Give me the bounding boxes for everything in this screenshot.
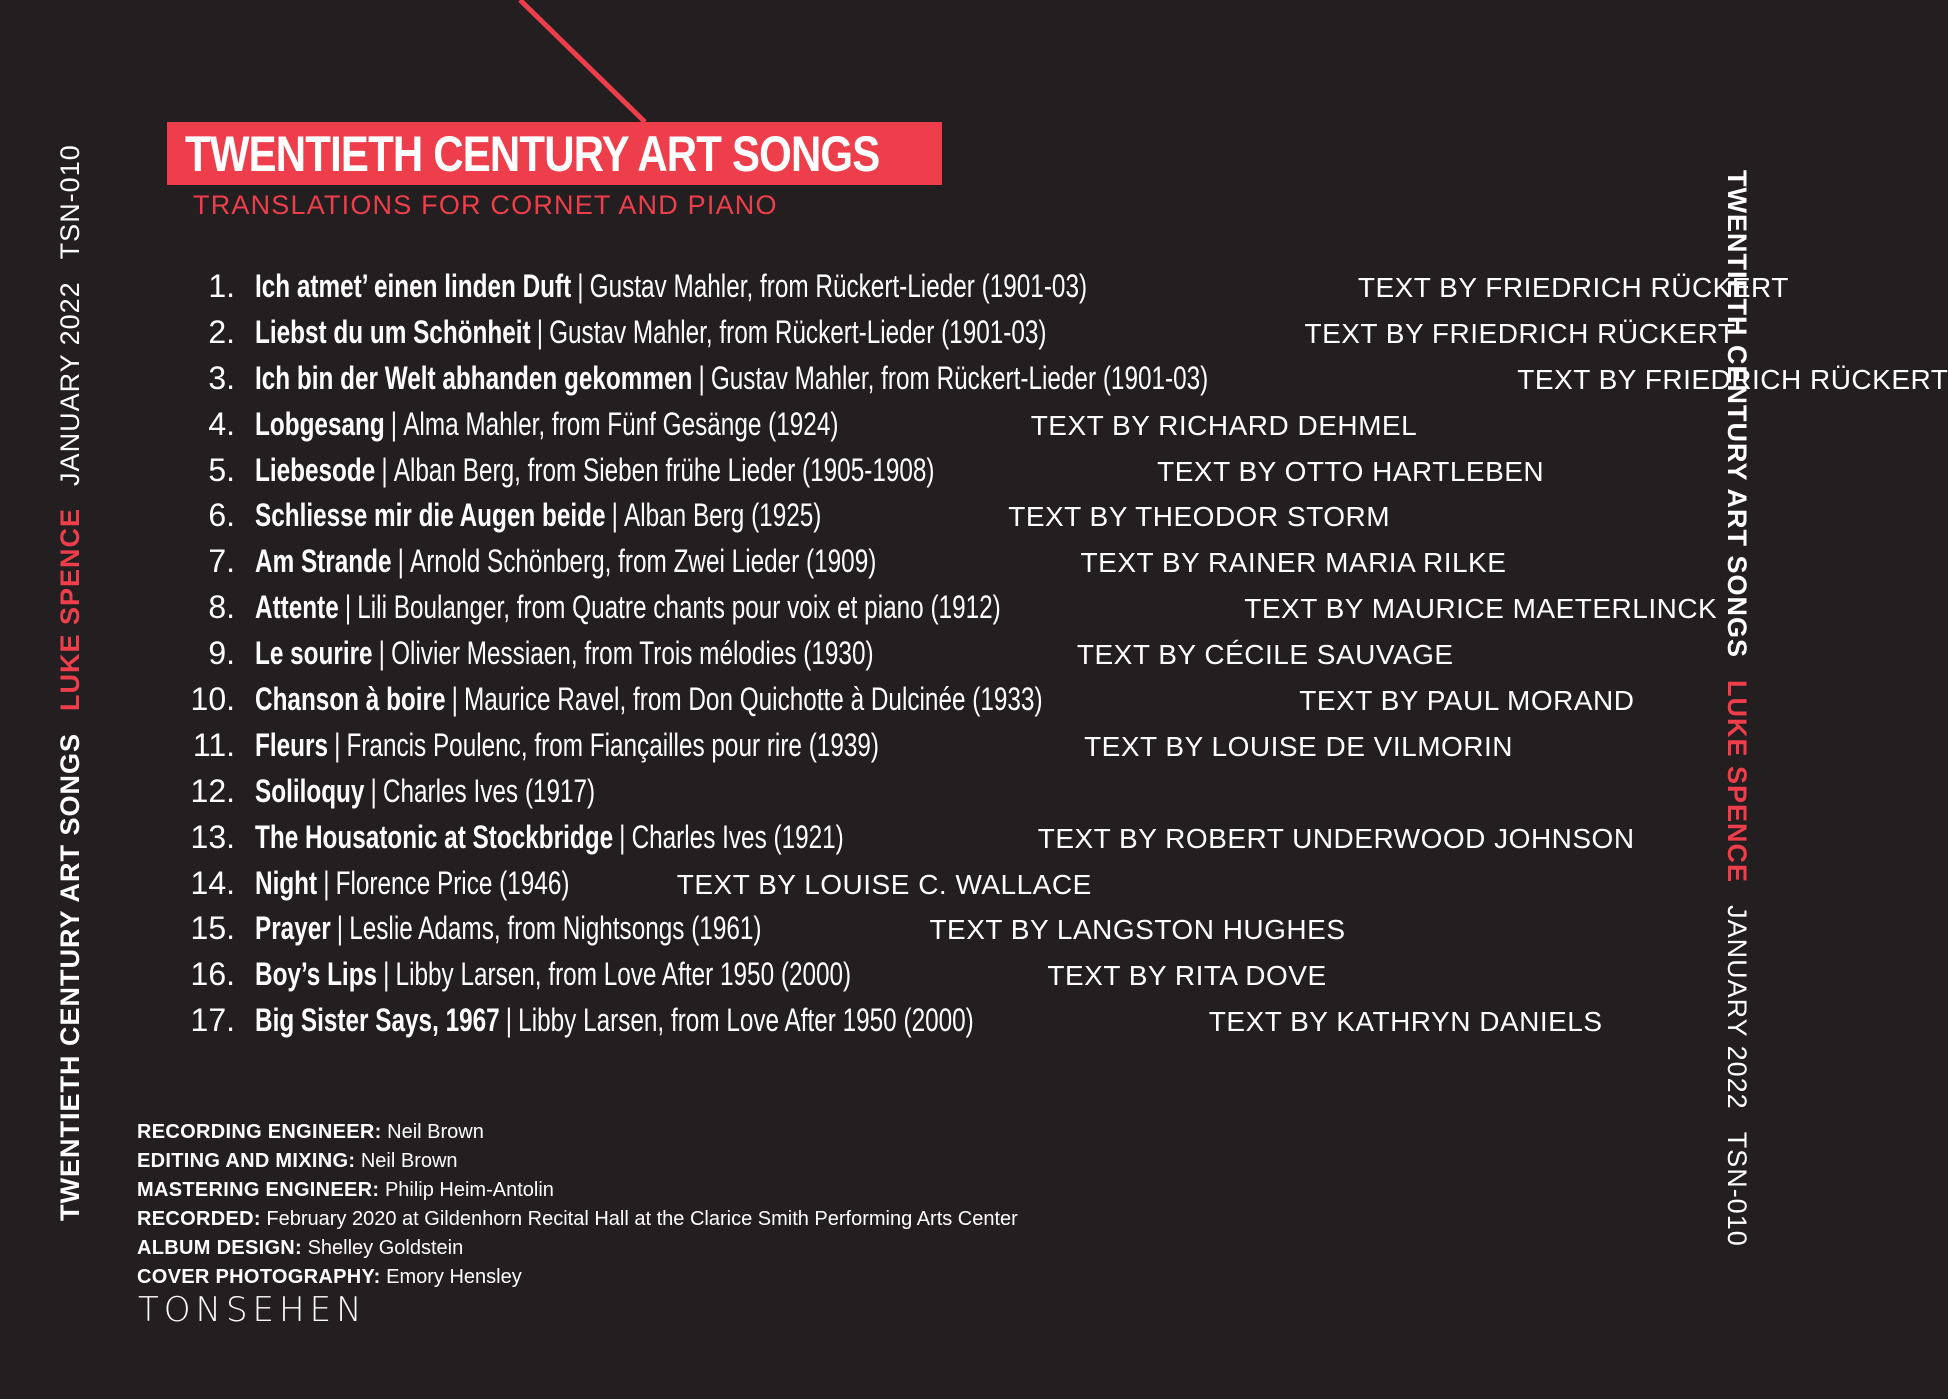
text-credit: TEXT BY FRIEDRICH RÜCKERT: [1304, 317, 1736, 349]
track-number: 12.: [190, 772, 235, 809]
spine-artist: LUKE SPENCE: [1722, 680, 1752, 884]
composer-info: Gustav Mahler, from Rückert-Lieder (1901-03): [549, 313, 1047, 350]
track-row: [190, 773, 1640, 819]
track-number: 11.: [192, 726, 235, 763]
track-number: 5.: [208, 451, 235, 488]
track-row: [190, 910, 1640, 956]
text-credit: TEXT BY THEODOR STORM: [1008, 501, 1391, 533]
composer-info: Charles Ives (1917): [382, 772, 596, 809]
track-details: [255, 681, 1043, 718]
separator: |: [397, 543, 404, 580]
composer-info: Arnold Schönberg, from Zwei Lieder (1909): [409, 543, 877, 580]
credit-line: [137, 1176, 1018, 1205]
song-title: Ich bin der Welt abhanden gekommen: [255, 359, 693, 396]
track-details: [255, 865, 569, 902]
text-credit: TEXT BY CÉCILE SAUVAGE: [1076, 639, 1454, 671]
track-row: [190, 819, 1640, 865]
composer-info: Gustav Mahler, from Rückert-Lieder (1901-03): [710, 359, 1209, 396]
composer-info: Libby Larsen, from Love After 1950 (2000): [395, 956, 852, 993]
track-row: [190, 406, 1640, 452]
track-row: [190, 268, 1789, 314]
credit-value: Emory Hensley: [386, 1266, 522, 1288]
track-number: 10.: [190, 681, 235, 718]
track-number: 8.: [208, 589, 235, 626]
credit-label: RECORDED:: [137, 1208, 261, 1230]
separator: |: [383, 956, 390, 993]
credit-line: [137, 1263, 1018, 1292]
separator: |: [698, 359, 705, 396]
track-number: 7.: [208, 543, 235, 580]
track-details: [255, 543, 876, 580]
track-row: [190, 589, 1718, 635]
composer-info: Charles Ives (1921): [631, 818, 844, 855]
separator: |: [451, 681, 458, 718]
spine-right: [1721, 170, 1753, 1247]
text-credit: TEXT BY FRIEDRICH RÜCKERT: [1517, 363, 1948, 395]
separator: |: [378, 635, 385, 672]
track-details: [255, 773, 595, 810]
track-details: [255, 819, 844, 856]
composer-info: Francis Poulenc, from Fiançailles pour rire (1939): [346, 726, 880, 763]
separator: |: [336, 910, 344, 947]
song-title: Big Sister Says, 1967: [255, 1002, 500, 1039]
track-number: 14.: [190, 864, 235, 901]
spine-catalog: TSN-010: [1722, 1131, 1752, 1247]
composer-info: Libby Larsen, from Love After 1950 (2000): [518, 1002, 974, 1039]
track-details: [255, 635, 874, 672]
spine-artist: LUKE SPENCE: [55, 507, 85, 711]
credit-label: MASTERING ENGINEER:: [137, 1179, 380, 1201]
credit-value: Neil Brown: [387, 1121, 484, 1143]
song-title: Schliesse mir die Augen beide: [255, 497, 606, 534]
track-row: [190, 543, 1640, 589]
separator: |: [577, 268, 584, 304]
track-number: 13.: [190, 818, 235, 855]
track-number: 9.: [208, 635, 235, 672]
album-subtitle: TRANSLATIONS FOR CORNET AND PIANO: [193, 190, 778, 220]
text-credit: TEXT BY KATHRYN DANIELS: [1208, 1006, 1603, 1038]
credit-label: COVER PHOTOGRAPHY:: [137, 1266, 381, 1288]
track-details: [255, 1002, 974, 1039]
song-title: Ich atmet’ einen linden Duft: [255, 268, 572, 304]
composer-info: Alma Mahler, from Fünf Gesänge (1924): [403, 405, 839, 442]
separator: |: [536, 313, 544, 350]
song-title: Prayer: [255, 910, 331, 947]
track-details: [255, 360, 1208, 397]
text-credit: TEXT BY MAURICE MAETERLINCK: [1244, 593, 1718, 625]
credit-label: EDITING AND MIXING:: [137, 1150, 356, 1172]
text-credit: TEXT BY PAUL MORAND: [1299, 685, 1635, 717]
composer-info: Maurice Ravel, from Don Quichotte à Dulcinée (1933): [464, 681, 1043, 718]
composer-info: Lili Boulanger, from Quatre chants pour voix et piano (1912): [357, 589, 1001, 626]
track-number: 3.: [208, 359, 235, 396]
track-row: [190, 956, 1640, 1002]
credit-line: [137, 1234, 1018, 1263]
song-title: Liebesode: [255, 451, 376, 488]
track-details: [255, 452, 935, 489]
credit-line: [137, 1205, 1018, 1234]
composer-info: Gustav Mahler, from Rückert-Lieder (1901-03): [589, 268, 1088, 304]
track-number: 6.: [208, 497, 235, 534]
separator: |: [505, 1002, 513, 1039]
separator: |: [370, 772, 377, 809]
text-credit: TEXT BY LOUISE C. WALLACE: [676, 868, 1092, 900]
composer-info: Leslie Adams, from Nightsongs (1961): [349, 910, 762, 947]
credit-line: [137, 1147, 1018, 1176]
credit-line: [137, 1118, 1018, 1147]
track-row: [190, 313, 1736, 360]
spine-catalog: TSN-010: [55, 144, 85, 260]
spine-date: JANUARY 2022: [1722, 905, 1752, 1110]
text-credit: TEXT BY RITA DOVE: [1047, 960, 1327, 992]
spine-title: TWENTIETH CENTURY ART SONGS: [1722, 170, 1752, 659]
composer-info: Alban Berg (1925): [623, 497, 822, 534]
song-title: Night: [255, 864, 318, 901]
track-details: [255, 268, 1087, 305]
text-credit: TEXT BY RICHARD DEHMEL: [1030, 409, 1418, 441]
separator: |: [381, 451, 388, 488]
track-row: [190, 865, 1640, 911]
track-row: [190, 1002, 1640, 1048]
track-details: [255, 910, 761, 947]
text-credit: TEXT BY FRIEDRICH RÜCKERT: [1357, 272, 1789, 303]
track-details: [255, 497, 821, 534]
text-credit: TEXT BY RAINER MARIA RILKE: [1080, 547, 1507, 579]
track-number: 4.: [208, 405, 235, 442]
composer-info: Florence Price (1946): [335, 864, 570, 901]
composer-info: Olivier Messiaen, from Trois mélodies (1930): [391, 635, 874, 672]
text-credit: TEXT BY LOUISE DE VILMORIN: [1084, 730, 1514, 762]
separator: |: [344, 589, 352, 626]
track-details: [255, 406, 838, 443]
text-credit: TEXT BY ROBERT UNDERWOOD JOHNSON: [1037, 822, 1635, 854]
credit-value: February 2020 at Gildenhorn Recital Hall at the Clarice Smith Performing Arts Center: [266, 1208, 1018, 1230]
spine-date: JANUARY 2022: [55, 281, 85, 486]
credit-label: RECORDING ENGINEER:: [137, 1121, 382, 1143]
song-title: Am Strande: [255, 543, 392, 580]
song-title: Le sourire: [255, 635, 373, 672]
track-details: [255, 956, 851, 993]
song-title: Fleurs: [255, 726, 328, 763]
track-row: [190, 727, 1640, 773]
credit-label: ALBUM DESIGN:: [137, 1237, 303, 1259]
song-title: Soliloquy: [255, 772, 365, 809]
separator: |: [611, 497, 618, 534]
separator: |: [390, 405, 398, 442]
track-details: [255, 314, 1047, 351]
spine-left: [54, 144, 86, 1221]
label-logo: TONSEHEN: [138, 1290, 367, 1330]
song-title: Liebst du um Schönheit: [255, 313, 531, 350]
track-number: 17.: [190, 1002, 235, 1039]
track-number: 15.: [190, 910, 235, 947]
spine-title: TWENTIETH CENTURY ART SONGS: [55, 732, 85, 1221]
track-row: [190, 359, 1948, 406]
track-number: 16.: [190, 956, 235, 993]
text-credit: TEXT BY OTTO HARTLEBEN: [1157, 455, 1545, 487]
song-title: Boy’s Lips: [255, 956, 378, 993]
song-title: Lobgesang: [255, 405, 385, 442]
production-credits: [137, 1118, 1018, 1292]
separator: |: [323, 864, 330, 901]
track-number: 2.: [208, 313, 235, 350]
track-details: [255, 589, 1001, 626]
separator: |: [619, 818, 626, 855]
album-title: TWENTIETH CENTURY ART SONGS: [185, 126, 880, 182]
track-row: [190, 681, 1640, 727]
song-title: Attente: [255, 589, 339, 626]
track-details: [255, 727, 879, 764]
text-credit: TEXT BY LANGSTON HUGHES: [929, 914, 1346, 946]
separator: |: [334, 726, 341, 763]
track-row: [190, 497, 1640, 543]
song-title: Chanson à boire: [255, 681, 446, 718]
credit-value: Philip Heim-Antolin: [384, 1179, 554, 1201]
track-number: 1.: [208, 268, 235, 304]
credit-value: Neil Brown: [360, 1150, 458, 1172]
track-row: [190, 452, 1640, 498]
credit-value: Shelley Goldstein: [307, 1237, 464, 1259]
track-row: [190, 635, 1640, 681]
composer-info: Alban Berg, from Sieben frühe Lieder (1905-1908): [393, 451, 935, 488]
song-title: The Housatonic at Stockbridge: [255, 818, 614, 855]
